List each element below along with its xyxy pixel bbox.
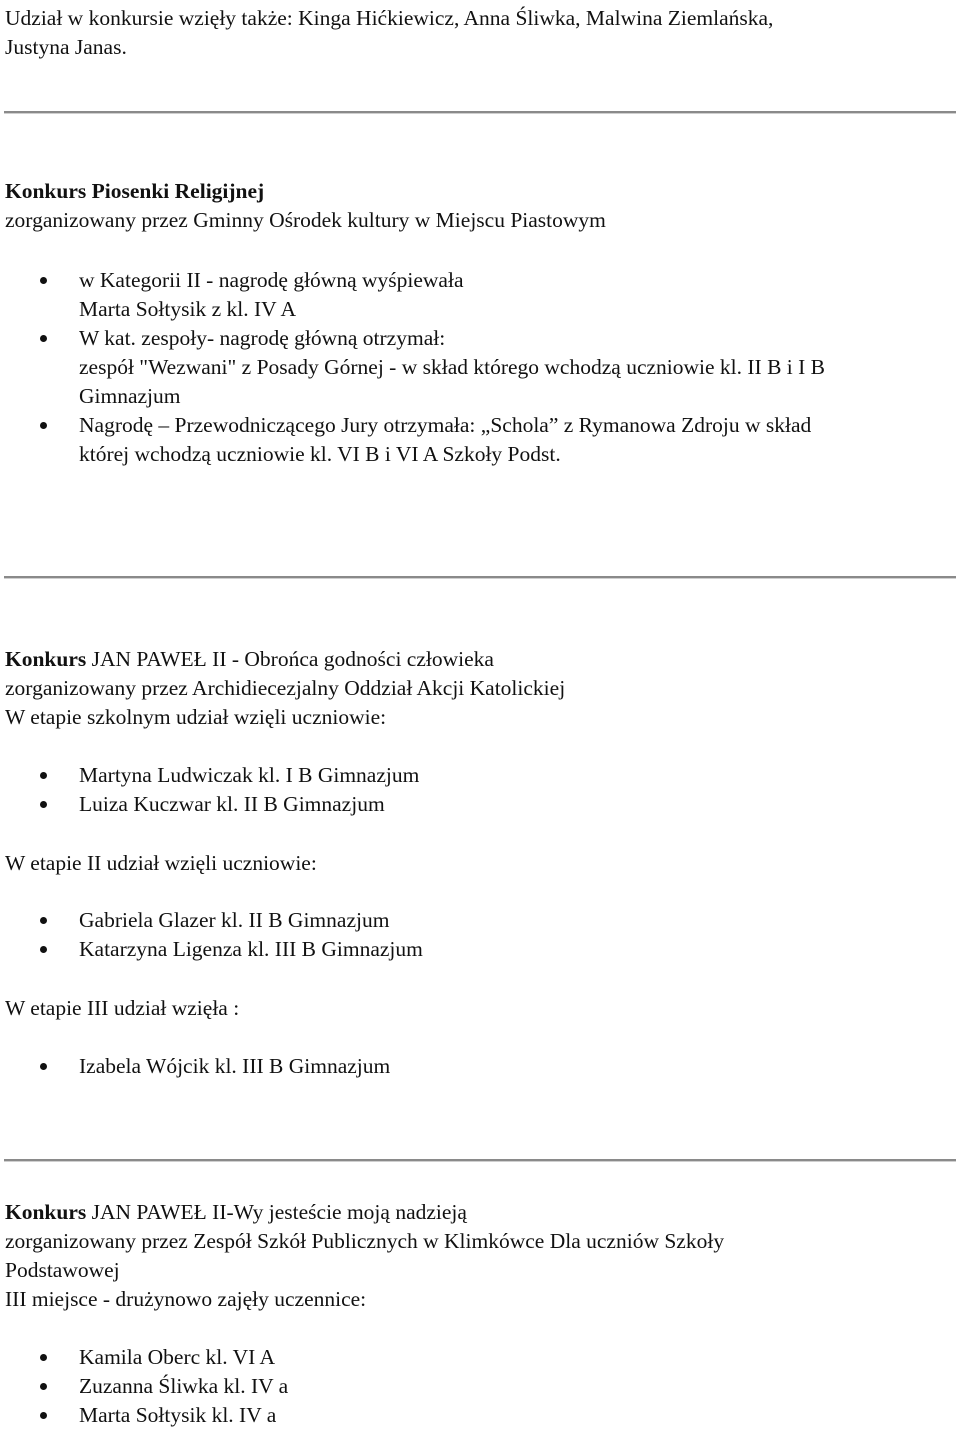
list-item-text: zespół "Wezwani" z Posady Górnej - w skład którego wchodzą uczniowie kl. II B i I B (79, 355, 826, 379)
list-item-text: Zuzanna Śliwka kl. IV a (79, 1374, 289, 1398)
section-divider (4, 111, 956, 114)
list-item-text: Luiza Kuczwar kl. II B Gimnazjum (79, 792, 385, 816)
result-heading: III miejsce - drużynowo zajęły uczennice: (5, 1287, 367, 1311)
stage-heading: W etapie szkolnym udział wzięli uczniowie: (5, 705, 387, 729)
list-item-text: Martyna Ludwiczak kl. I B Gimnazjum (79, 763, 420, 787)
section-organizer: zorganizowany przez Archidiecezjalny Oddział Akcji Katolickiej (5, 676, 566, 700)
list-item (5, 935, 956, 964)
list-item (5, 1372, 956, 1401)
list-item (5, 761, 956, 790)
section-organizer: zorganizowany przez Gminny Ośrodek kultury w Miejscu Piastowym (5, 208, 606, 232)
list-item (5, 1052, 956, 1081)
list-item-text: Marta Sołtysik z kl. IV A (79, 297, 296, 321)
section-divider (4, 1159, 956, 1162)
list-item (5, 324, 956, 411)
stage-2-heading-block (5, 849, 956, 878)
list-item (5, 266, 956, 324)
awards-list (5, 266, 956, 469)
stage-heading: W etapie III udział wzięła : (5, 996, 240, 1020)
list-item-text: W kat. zespoły- nagrodę główną otrzymał: (79, 326, 446, 350)
team-members-list (5, 1343, 956, 1430)
intro-line-2: Justyna Janas. (5, 35, 127, 59)
intro-paragraph (5, 4, 956, 62)
stage-3-heading-block (5, 994, 956, 1023)
list-item (5, 906, 956, 935)
list-item (5, 1401, 956, 1430)
list-item-text: której wchodzą uczniowie kl. VI B i VI A Szkoły Podst. (79, 442, 561, 466)
section-title-rest: JAN PAWEŁ II - Obrońca godności człowieka (86, 647, 494, 671)
section-obronca-godnosci (5, 645, 956, 732)
section-wy-jestescie-moja-nadzieja (5, 1198, 956, 1314)
list-item-text: Nagrodę – Przewodniczącego Jury otrzymała: „Schola” z Rymanowa Zdroju w skład (79, 413, 812, 437)
section-title (5, 645, 956, 674)
list-item-text: Izabela Wójcik kl. III B Gimnazjum (79, 1054, 391, 1078)
section-piosenki-religijnej (5, 177, 956, 235)
list-item-text: Kamila Oberc kl. VI A (79, 1345, 276, 1369)
list-item (5, 790, 956, 819)
list-item-text: Katarzyna Ligenza kl. III B Gimnazjum (79, 937, 423, 961)
section-organizer: zorganizowany przez Zespół Szkół Publicznych w Klimkówce Dla uczniów Szkoły (5, 1229, 725, 1253)
section-title: Konkurs Piosenki Religijnej (5, 179, 265, 203)
section-title (5, 1198, 956, 1227)
stage-2-participants (5, 906, 956, 964)
section-title-bold: Konkurs (5, 647, 87, 671)
section-divider (4, 576, 956, 579)
section-title-bold: Konkurs (5, 1200, 87, 1224)
stage-heading: W etapie II udział wzięli uczniowie: (5, 851, 317, 875)
list-item-text: Marta Sołtysik kl. IV a (79, 1403, 277, 1427)
intro-line-1: Udział w konkursie wzięły także: Kinga Hićkiewicz, Anna Śliwka, Malwina Ziemlańska, (5, 6, 774, 30)
stage-3-participants (5, 1052, 956, 1081)
list-item (5, 411, 956, 469)
list-item (5, 1343, 956, 1372)
list-item-text: Gimnazjum (79, 384, 181, 408)
section-organizer: Podstawowej (5, 1258, 120, 1282)
stage-1-participants (5, 761, 956, 819)
list-item-text: Gabriela Glazer kl. II B Gimnazjum (79, 908, 390, 932)
section-title-rest: JAN PAWEŁ II-Wy jesteście moją nadzieją (86, 1200, 467, 1224)
list-item-text: w Kategorii II - nagrodę główną wyśpiewała (79, 268, 464, 292)
